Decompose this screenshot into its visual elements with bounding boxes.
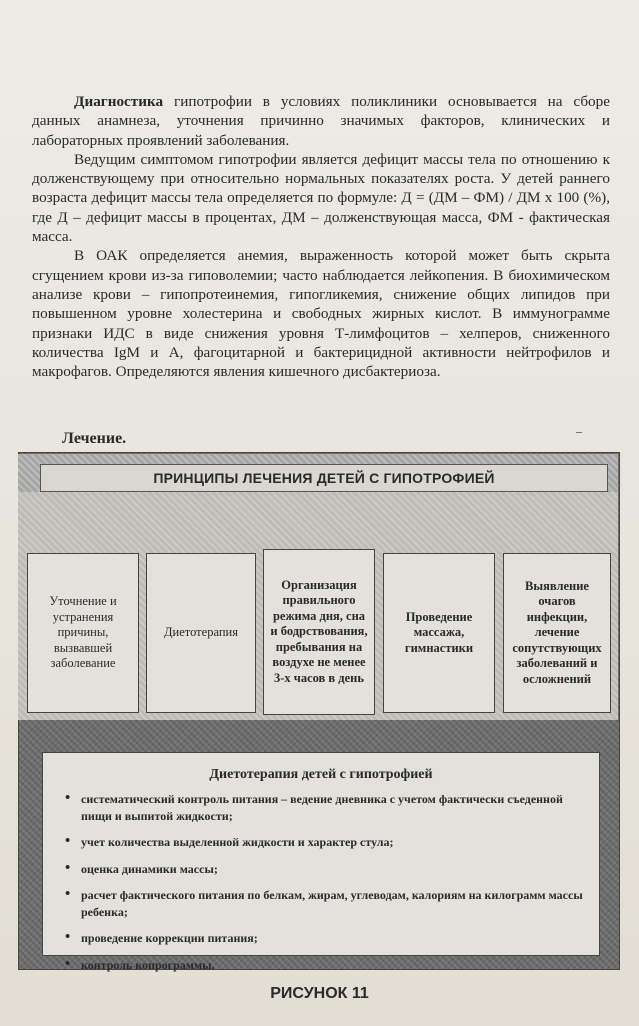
diet-therapy-title: Диетотерапия детей с гипотрофией xyxy=(209,767,433,782)
paragraph-diagnostics xyxy=(32,92,610,150)
paragraph-lab-findings: В ОАК определяется анемия, выраженность которой может быть скрыта сгущением крови из-за гиповолемии; часто наблюдается лейкопения. В биохимическом анализе крови – гипопротеинемия, гипогликемия, снижение общих липидов при повышенном уровне холестерина и свободных жирных кислот. В иммунограмме признаки ИДС в виде снижения уровня Т-лимфоцитов – хелперов, сниженного количества IgM и А, фагоцитарной и бактерицидной активности нейтрофилов и макрофагов. Определяются явления кишечного дисбактериоза. xyxy=(32,247,610,381)
principle-box: Диетотерапия xyxy=(146,553,256,713)
list-item: • учет количества выделенной жидкости и характер стула; xyxy=(81,834,589,851)
list-item: • расчет фактического питания по белкам, жирам, углеводам, калориям на килограмм массы ребенка; xyxy=(81,887,589,920)
paragraph-leading-symptom: Ведущим симптомом гипотрофии является дефицит массы тела по отношению к долженствующему при относительно нормальных показателях роста. У детей раннего возраста дефицит массы тела определяется по формуле: Д = (ДМ – ФМ) / ДМ х 100 (%), где Д – дефицит массы в процентах, ДМ – долженствующая масса, ФМ - фактическая масса. xyxy=(32,150,610,246)
page-mark: – xyxy=(576,424,582,438)
list-item: • контроль копрограммы. xyxy=(81,957,589,974)
figure-caption: РИСУНОК 11 xyxy=(270,985,369,1002)
principle-box: Проведение массажа, гимнастики xyxy=(383,553,495,713)
body-text xyxy=(32,92,610,381)
diagnostics-text: гипотрофии в условиях поликлиники основывается на сборе данных анамнеза, уточнения причинно значимых факторов, клинических и лабораторных проявлений заболевания. xyxy=(32,93,610,149)
diagram-title: ПРИНЦИПЫ ЛЕЧЕНИЯ ДЕТЕЙ С ГИПОТРОФИЕЙ xyxy=(40,464,608,492)
diet-therapy-box xyxy=(42,752,600,972)
list-item: • оценка динамики массы; xyxy=(81,861,589,878)
principle-box: Уточнение и устранения причины, вызвавшей заболевание xyxy=(27,553,139,713)
diet-therapy-list xyxy=(81,791,589,983)
principle-box: Организация правильного режима дня, сна и бодрствования, пребывания на воздухе не менее 3-х часов в день xyxy=(263,549,375,715)
principle-box: Выявление очагов инфекции, лечение сопутствующих заболеваний и осложнений xyxy=(503,553,611,713)
list-item: • проведение коррекции питания; xyxy=(81,930,589,947)
treatment-heading: Лечение. xyxy=(62,430,127,447)
diagnostics-term: Диагностика xyxy=(74,93,164,110)
list-item: • систематический контроль питания – ведение дневника с учетом фактически съеденной пищи и выпитой жидкости; xyxy=(81,791,589,824)
